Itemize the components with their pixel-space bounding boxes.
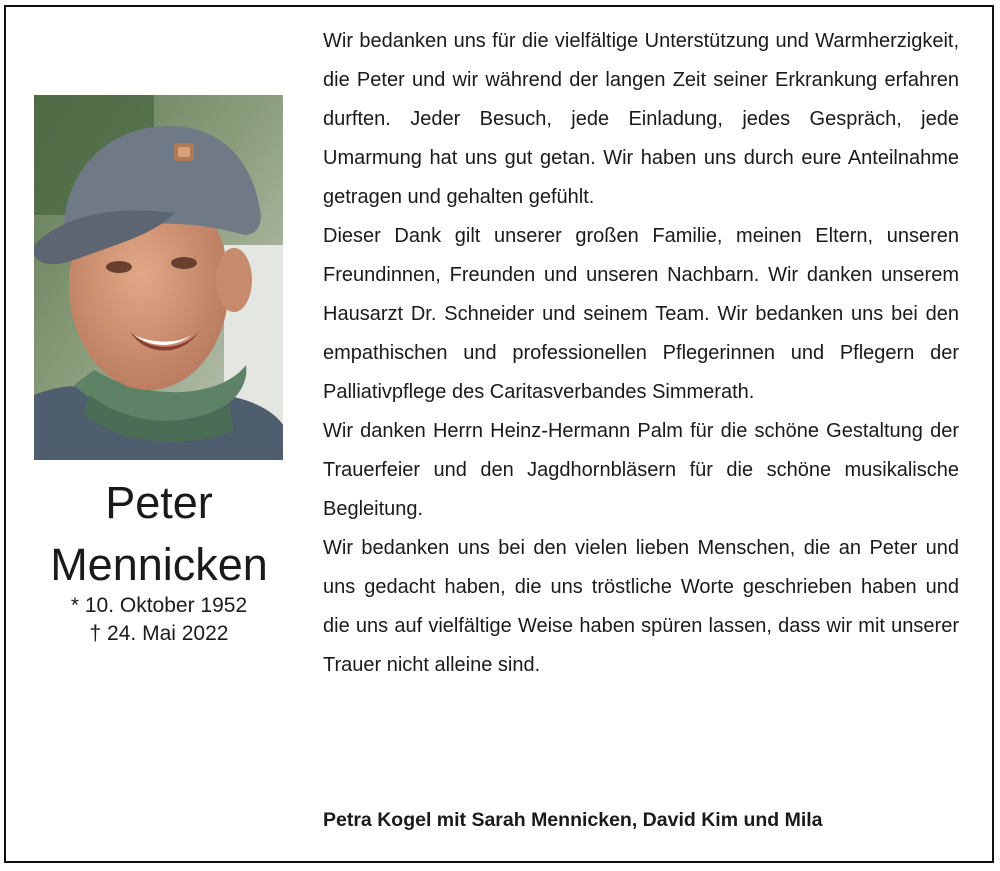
portrait-photo — [34, 95, 283, 460]
paragraph-thanks-ceremony: Wir danken Herrn Heinz-Hermann Palm für die schöne Gestaltung der Trauerfeier und den Jagdhornbläsern für die schöne musikalische Begleitung. — [323, 420, 959, 520]
signature-line: Petra Kogel mit Sarah Mennicken, David Kim und Mila — [323, 809, 823, 831]
acknowledgement-text — [323, 22, 959, 685]
paragraph-thanks-family: Dieser Dank gilt unserer großen Familie, meinen Eltern, unseren Freundinnen, Freunden und unseren Nachbarn. Wir danken unserem Hausarzt Dr. Schneider und seinem Team. Wir bedanken uns bei den empathischen und professionellen Pflegerinnen und Pflegern der Palliativpflege des Caritasverbandes Simmerath. — [323, 225, 959, 403]
birth-date: * 10. Oktober 1952 — [70, 594, 248, 617]
deceased-first-name: Peter — [105, 477, 213, 528]
paragraph-thanks-people: Wir bedanken uns bei den vielen lieben Menschen, die an Peter und uns gedacht haben, die uns tröstliche Worte geschrieben haben und die uns auf vielfältige Weise haben spüren lassen, dass wir mit unserer Trauer nicht alleine sind. — [323, 537, 959, 676]
paragraph-support: Wir bedanken uns für die vielfältige Unterstützung und Warmherzigkeit, die Peter und wir während der langen Zeit seiner Erkrankung erfahren durften. Jeder Besuch, jede Einladung, jedes Gespräch, jede Umarmung hat uns gut getan. Wir haben uns durch eure Anteilnahme getragen und gehalten gefühlt. — [323, 30, 959, 208]
death-date: † 24. Mai 2022 — [89, 622, 229, 645]
deceased-last-name: Mennicken — [50, 539, 268, 590]
